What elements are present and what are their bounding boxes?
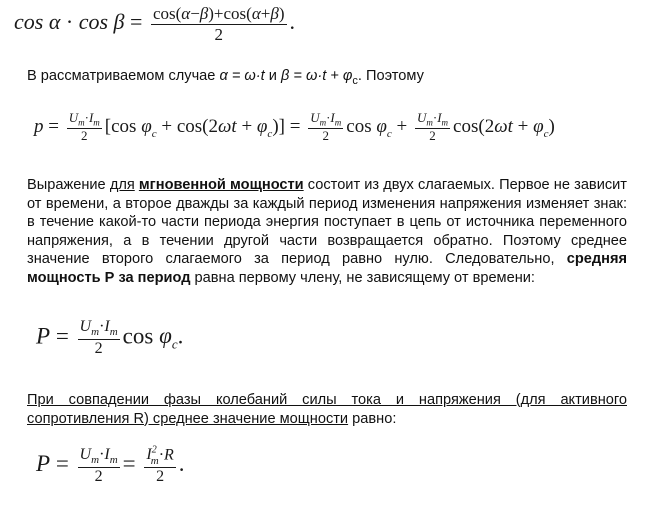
case-line-prefix: В рассматриваемом случае [27,68,216,84]
formula3-fraction: $\frac{U_m\cdot I_m}{2}$ [79,318,118,357]
case-line-suffix: . Поэтому [357,68,424,84]
p2-text: равно: [352,410,397,427]
formula2-fraction-1: $\frac{U_m\cdot I_m}{2}$ [68,110,100,143]
formula4-fraction-1: $\frac{U_m\cdot I_m}{2}$ [79,445,118,485]
p1-bold-average-power: средняя мощность Р за период [27,251,628,286]
beta-equation: β = ω·t + φ [281,68,353,84]
p1-text-a: Выражение [27,177,106,193]
alpha-equation: α = ω·t [219,68,265,84]
p1-text-c: равна первому члену, не зависящему от времени: [194,269,535,286]
beta-subscript: с [352,74,358,87]
formula2-fraction-3: $\frac{U_m\cdot I_m}{2}$ [416,110,449,143]
p2-underlined-link[interactable]: При совпадении фазы колебаний силы тока и напряжения (для активного сопротивления R) среднее значение мощности [27,392,627,427]
case-line [27,68,424,87]
formula2-fraction-2: $\frac{U_m\cdot I_m}{2}$ [310,110,342,143]
paragraph-active-resistance [27,391,627,428]
formula-average-power: P = $\frac{U_m\cdot I_m}{2}$ $\cos \varphi_c$. [36,318,184,357]
paragraph-instant-power [27,176,627,287]
formula-active-power: P = $\frac{U_m\cdot I_m}{2}$ = $\frac{I^2_m\cdot R}{2}$ . [36,445,185,486]
formula4-fraction-2: $\frac{I^2_m\cdot R}{2}$ [146,445,174,486]
p1-link-for[interactable]: для [109,177,135,193]
p1-link-instant-power[interactable]: мгновенной мощности [138,177,304,193]
formula-cos-product-fraction: $\frac{\cos(\alpha-\beta)+\cos(\alpha+\beta)}{2}$ [152,4,285,44]
p1-text-b: состоит из двух слагаемых. Первое не зависит от времени, а второе дважды за каждый период изменения напряжения изменяет знак: в течение какой-то части периода энергия поступает в цепь от источника переменного напряжения, а в течении другой части возвращается обратно. Поэтому среднее значение второго слагаемого за период равно нулю. Следовательно, [27,177,627,267]
case-line-and: и [268,68,277,84]
formula-instant-power: p = $\frac{U_m\cdot I_m}{2}$ [cos $\varphi_c + \cos(2\omega t + \varphi_c)$] = $\frac{U_m\cdot I_m}{2}$ $\cos \varphi_c$ + $\frac{U_m\cdot I_m}{2}$ $\cos(2\omega t + \varphi_c)$ [34,110,555,143]
formula-cos-product: cos α · cos β = $\frac{\cos(\alpha-\beta)+\cos(\alpha+\beta)}{2}$ . [14,4,296,44]
